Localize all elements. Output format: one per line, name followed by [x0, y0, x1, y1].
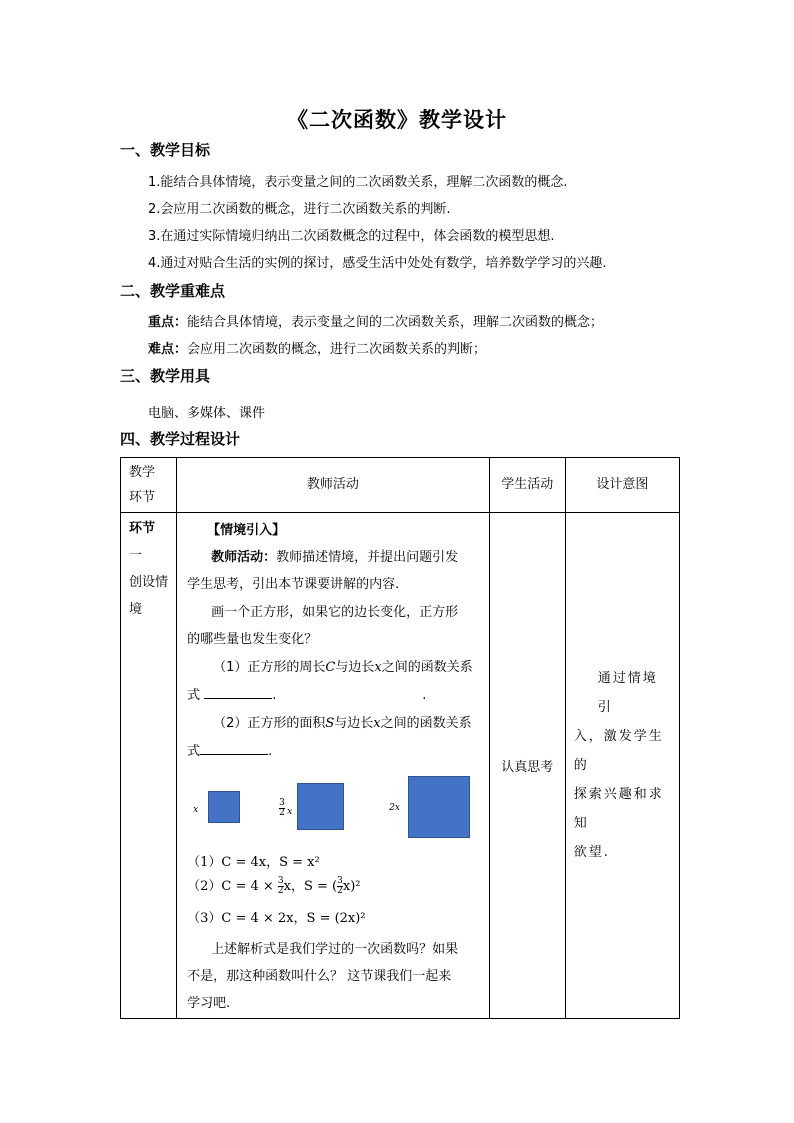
frac-num: 3: [277, 876, 284, 886]
header-segment-line2: 环节: [129, 490, 156, 505]
answer-2-mid: x，S =: [283, 879, 333, 894]
activity-line-2: 学生思考，引出本节课要讲解的内容.: [187, 577, 400, 592]
q2-text-b: 与边长: [334, 716, 374, 731]
scenario-heading: 【情境引入】: [207, 523, 286, 538]
square-label-num: 3: [279, 798, 285, 808]
difficult-point-text: 会应用二次函数的概念，进行二次函数关系的判断；: [187, 342, 487, 357]
header-segment: [121, 458, 177, 513]
teacher-activity-cell: [177, 513, 490, 1019]
small-square: [208, 791, 240, 823]
key-point-label: 重点：: [148, 315, 188, 330]
q1-line: [213, 656, 473, 675]
var-x: x: [374, 660, 382, 675]
q1-text-d: 式: [187, 688, 201, 703]
q1-text-b: 与边长: [335, 660, 375, 675]
answer-blank-1: [204, 686, 272, 699]
var-x: x: [342, 879, 351, 894]
segment-cell: [121, 513, 177, 1019]
segment-line: 创设情: [129, 575, 169, 590]
goal-item-2: 2.会应用二次函数的概念，进行二次函数关系的判断.: [148, 202, 451, 217]
section-heading-goals: 一、教学目标: [120, 141, 211, 159]
frac-den: 2: [277, 886, 284, 896]
header-student-activity: 学生活动: [489, 458, 565, 513]
question-line-1: 画一个正方形，如果它的边长变化，正方形: [211, 605, 459, 620]
design-intent-cell: [565, 513, 679, 1019]
table-header-row: [121, 458, 680, 513]
answer-line-2: （2）C = 4 × $\frac{3}{2}$ x，S = ( $\frac{3}{2}$ x)²: [187, 876, 361, 896]
square-label-three-halves-x: [279, 799, 285, 818]
activity-text: 教师描述情境，并提出问题引发: [276, 550, 459, 565]
answer-blank-2: [200, 742, 268, 755]
q2-text-d: 式: [187, 744, 201, 759]
tools-text: 电脑、多媒体、课件: [148, 406, 266, 421]
intent-line: 探索兴趣和求知: [573, 787, 664, 831]
difficult-point-line: [148, 338, 486, 357]
var-x: x: [373, 716, 381, 731]
frac-num: 3: [337, 876, 343, 886]
table-row: [121, 513, 680, 1019]
section-heading-process: 四、教学过程设计: [120, 430, 241, 448]
difficult-point-label: 难点：: [148, 342, 188, 357]
segment-line: 环节: [129, 521, 156, 536]
q2-blank-line: 式 .: [187, 744, 273, 759]
intent-line: 入，激发学生的: [573, 729, 664, 773]
q2-text-a: （2）正方形的面积: [213, 716, 326, 731]
q1-blank-line: 式 . .: [187, 688, 427, 703]
square-label-den: 2: [279, 808, 285, 818]
segment-line: 境: [129, 602, 143, 617]
goal-item-4: 4.通过对贴合生活的实例的探讨，感受生活中处处有数学，培养数学学习的兴趣.: [148, 256, 607, 271]
closing-line-1: 上述解析式是我们学过的一次函数吗？如果: [211, 942, 459, 957]
section-heading-key-points: 二、教学重难点: [120, 282, 226, 300]
segment-line: 一: [129, 548, 143, 563]
large-square: [408, 776, 470, 838]
square-label-x: x: [193, 805, 199, 815]
closing-line-3: 学习吧.: [187, 996, 231, 1011]
var-c: C: [325, 660, 336, 675]
square-label-var: x: [287, 807, 293, 817]
goal-item-3: 3.在通过实际情境归纳出二次函数概念的过程中，体会函数的模型思想.: [148, 229, 555, 244]
medium-square: [297, 783, 344, 830]
header-segment-line1: 教学: [129, 465, 156, 480]
key-point-text: 能结合具体情境，表示变量之间的二次函数关系，理解二次函数的概念；: [187, 315, 604, 330]
closing-line-2: 不是，那这种函数叫什么？ 这节课我们一起来: [187, 969, 452, 984]
q1-text-c: 之间的函数关系: [381, 660, 473, 675]
student-activity-cell: 认真思考: [489, 513, 565, 1019]
header-design-intent: 设计意图: [565, 458, 679, 513]
process-table: [120, 457, 680, 1019]
section-heading-tools: 三、教学用具: [120, 367, 211, 385]
q2-text-c: 之间的函数关系: [380, 716, 472, 731]
goal-item-1: 1.能结合具体情境，表示变量之间的二次函数关系，理解二次函数的概念.: [148, 175, 568, 190]
activity-label: 教师活动：: [211, 550, 277, 565]
key-point-line: [148, 311, 603, 330]
square-label-2x: 2x: [389, 803, 400, 813]
frac-den: 2: [337, 886, 343, 896]
q1-text-a: （1）正方形的周长: [213, 660, 326, 675]
q2-line: [213, 712, 472, 731]
var-s: S: [325, 716, 335, 731]
answer-line-1: （1）C = 4x，S = x²: [187, 855, 320, 870]
intent-line: 通过情境引: [597, 671, 658, 715]
answer-line-3: （3）C = 4 × 2x，S = (2x)²: [187, 911, 366, 926]
answer-2-power: ²: [355, 879, 361, 894]
answer-2-head: （2）C = 4 ×: [187, 879, 278, 894]
activity-line-1: [211, 546, 458, 565]
page-title: 《二次函数》教学设计: [287, 108, 507, 132]
intent-line: 欲望.: [573, 845, 610, 860]
question-line-2: 的哪些量也发生变化？: [187, 632, 318, 647]
header-teacher-activity: 教师活动: [177, 458, 490, 513]
